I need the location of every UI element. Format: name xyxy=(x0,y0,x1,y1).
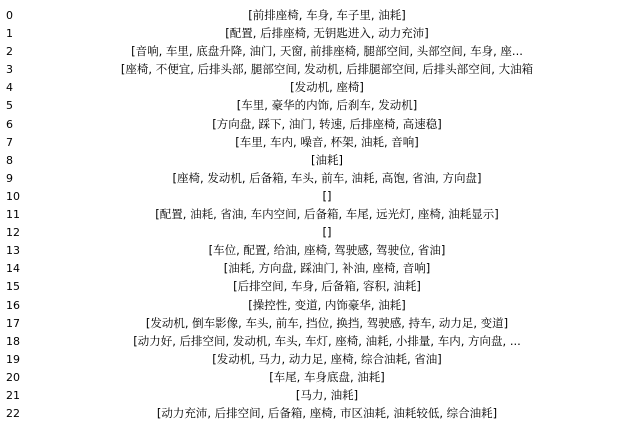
row-value: [配置, 后排座椅, 无钥匙进入, 动力充沛] xyxy=(225,26,429,41)
table-row xyxy=(4,187,626,205)
row-index: 4 xyxy=(6,81,13,95)
row-index: 3 xyxy=(6,63,13,77)
row-value: [发动机, 座椅] xyxy=(290,80,364,95)
row-value: [车位, 配置, 给油, 座椅, 驾驶感, 驾驶位, 省油] xyxy=(208,243,446,258)
table-row xyxy=(4,332,626,350)
row-index: 12 xyxy=(6,226,20,240)
row-value: [方向盘, 踩下, 油门, 转速, 后排座椅, 高速稳] xyxy=(212,116,442,131)
row-value: [] xyxy=(322,188,332,203)
table-row xyxy=(4,314,626,332)
row-value: [音响, 车里, 底盘升降, 油门, 天窗, 前排座椅, 腿部空间, 头部空间, 车身, 座... xyxy=(131,44,523,59)
table-row xyxy=(4,24,626,42)
table-row xyxy=(4,404,626,422)
row-index: 13 xyxy=(6,244,20,258)
row-value: [马力, 油耗] xyxy=(295,387,359,402)
row-value: [动力充沛, 后排空间, 后备箱, 座椅, 市区油耗, 油耗较低, 综合油耗] xyxy=(156,406,498,421)
row-value: [发动机, 马力, 动力足, 座椅, 综合油耗, 省油] xyxy=(212,351,442,366)
row-value: [] xyxy=(322,225,332,240)
row-index: 14 xyxy=(6,262,20,276)
table-row xyxy=(4,368,626,386)
table-row xyxy=(4,133,626,151)
table-row xyxy=(4,386,626,404)
row-index: 20 xyxy=(6,370,20,384)
row-value: [操控性, 变道, 内饰豪华, 油耗] xyxy=(248,297,406,312)
row-index: 7 xyxy=(6,135,13,149)
row-index: 19 xyxy=(6,352,20,366)
row-index: 0 xyxy=(6,9,13,22)
row-list xyxy=(4,6,626,422)
table-row xyxy=(4,78,626,96)
table-row xyxy=(4,350,626,368)
row-value: [车尾, 车身底盘, 油耗] xyxy=(269,369,385,384)
table-row xyxy=(4,277,626,295)
row-value: [配置, 油耗, 省油, 车内空间, 后备箱, 车尾, 远光灯, 座椅, 油耗显示] xyxy=(155,207,499,222)
row-index: 1 xyxy=(6,27,13,41)
table-row xyxy=(4,42,626,60)
row-value: [座椅, 发动机, 后备箱, 车头, 前车, 油耗, 高饱, 省油, 方向盘] xyxy=(172,170,482,185)
table-row xyxy=(4,223,626,241)
row-value: [座椅, 不便宜, 后排头部, 腿部空间, 发动机, 后排腿部空间, 后排头部空间, 大油箱 xyxy=(120,62,534,77)
row-value: [前排座椅, 车身, 车子里, 油耗] xyxy=(248,8,406,22)
table-row xyxy=(4,259,626,277)
row-value: [动力好, 后排空间, 发动机, 车头, 车灯, 座椅, 油耗, 小排量, 车内, 方向盘, ... xyxy=(133,333,521,348)
table-row xyxy=(4,241,626,259)
table-row xyxy=(4,296,626,314)
table-row xyxy=(4,115,626,133)
row-value: [油耗, 方向盘, 踩油门, 补油, 座椅, 音响] xyxy=(223,261,431,276)
row-index: 5 xyxy=(6,99,13,113)
table-row xyxy=(4,96,626,114)
row-index: 8 xyxy=(6,153,13,167)
row-index: 9 xyxy=(6,171,13,185)
table-row xyxy=(4,205,626,223)
row-index: 2 xyxy=(6,45,13,59)
table-row xyxy=(4,169,626,187)
row-index: 11 xyxy=(6,208,20,222)
row-index: 21 xyxy=(6,388,20,402)
row-index: 6 xyxy=(6,117,13,131)
row-value: [油耗] xyxy=(311,152,343,167)
row-value: [发动机, 倒车影像, 车头, 前车, 挡位, 换挡, 驾驶感, 持车, 动力足, 变道] xyxy=(145,315,509,330)
row-index: 18 xyxy=(6,334,20,348)
table-row xyxy=(4,6,626,24)
table-row xyxy=(4,151,626,169)
row-value: [车里, 车内, 噪音, 杯架, 油耗, 音响] xyxy=(235,134,419,149)
row-index: 15 xyxy=(6,280,20,294)
row-index: 22 xyxy=(6,407,20,421)
row-index: 17 xyxy=(6,316,20,330)
table-row xyxy=(4,60,626,78)
row-index: 16 xyxy=(6,298,20,312)
row-index: 10 xyxy=(6,189,20,203)
row-value: [车里, 豪华的内饰, 后刹车, 发动机] xyxy=(236,98,418,113)
row-value: [后排空间, 车身, 后备箱, 容积, 油耗] xyxy=(233,279,421,294)
